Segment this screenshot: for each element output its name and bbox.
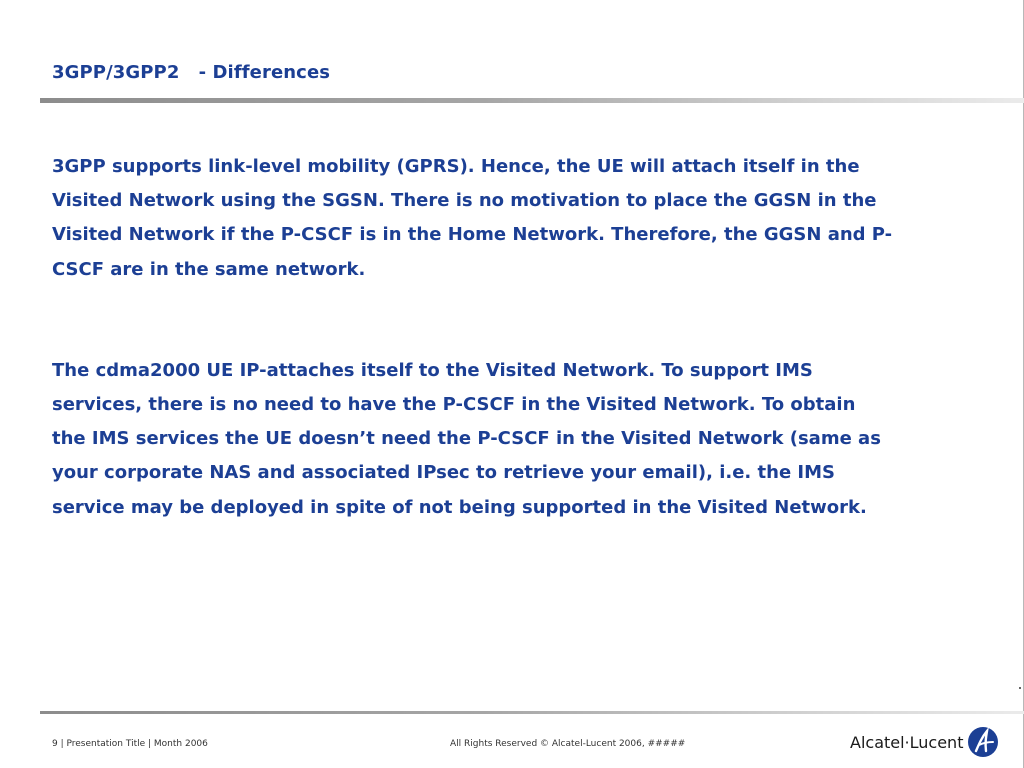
brand-name: Alcatel·Lucent	[850, 732, 964, 752]
footer-divider	[40, 711, 1024, 714]
paragraph-3gpp: 3GPP supports link-level mobility (GPRS). Hence, the UE will attach itself in the Visited Network using the SGSN. There is no motivation to place the GGSN in the Visited Network if the P-CSCF is in the Home Network. Therefore, the GGSN and P- CSCF are in the same network.	[52, 156, 893, 280]
slide-body	[52, 150, 952, 525]
edge-mark	[1019, 687, 1021, 689]
alcatel-lucent-logo-icon	[967, 726, 999, 758]
footer-copyright: All Rights Reserved © Alcatel-Lucent 2006, #####	[450, 739, 686, 749]
footer-page-info: 9 | Presentation Title | Month 2006	[52, 739, 208, 749]
brand-logo	[850, 726, 999, 758]
title-divider	[40, 98, 1024, 103]
paragraph-cdma2000: The cdma2000 UE IP-attaches itself to the Visited Network. To support IMS services, there is no need to have the P-CSCF in the Visited Network. To obtain the IMS services the UE doesn’t need the P-CSCF in the Visited Network (same as your corporate NAS and associated IPsec to retrieve your email), i.e. the IMS service may be deployed in spite of not being supported in the Visited Network.	[52, 359, 881, 518]
slide-title: 3GPP/3GPP2 - Differences	[52, 62, 331, 83]
